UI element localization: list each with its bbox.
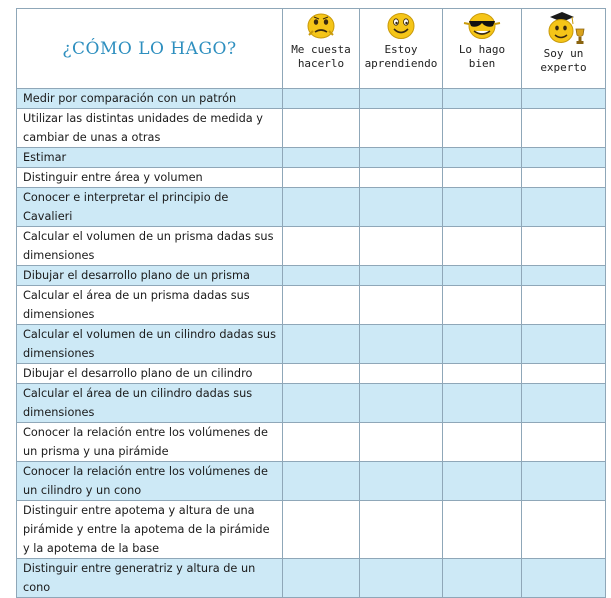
rating-cell-level-4[interactable] [522, 384, 606, 423]
table-row [17, 423, 606, 462]
skill-label: Conocer e interpretar el principio de Cavalieri [17, 188, 283, 227]
rating-cell-level-2[interactable] [360, 325, 443, 364]
rating-cell-level-3[interactable] [443, 462, 522, 501]
rating-cell-level-1[interactable] [283, 227, 360, 266]
sunglasses-face-icon [463, 11, 501, 43]
rating-cell-level-3[interactable] [443, 364, 522, 384]
table-row [17, 168, 606, 188]
table-row [17, 384, 606, 423]
rating-cell-level-2[interactable] [360, 462, 443, 501]
title-cell [17, 9, 283, 89]
rating-cell-level-4[interactable] [522, 266, 606, 286]
level-label-2: Estoy aprendiendo [364, 43, 438, 70]
rating-cell-level-1[interactable] [283, 423, 360, 462]
rating-cell-level-3[interactable] [443, 559, 522, 598]
rating-cell-level-3[interactable] [443, 501, 522, 559]
rating-cell-level-3[interactable] [443, 384, 522, 423]
skill-label: Distinguir entre área y volumen [17, 168, 283, 188]
rating-cell-level-3[interactable] [443, 423, 522, 462]
skill-label: Conocer la relación entre los volúmenes de un prisma y una pirámide [17, 423, 283, 462]
rating-cell-level-2[interactable] [360, 559, 443, 598]
table-row [17, 89, 606, 109]
rating-cell-level-2[interactable] [360, 423, 443, 462]
rating-cell-level-4[interactable] [522, 364, 606, 384]
rating-cell-level-4[interactable] [522, 462, 606, 501]
skill-label: Calcular el volumen de un prisma dadas sus dimensiones [17, 227, 283, 266]
rating-cell-level-1[interactable] [283, 325, 360, 364]
level-label-3: Lo hago bien [458, 43, 506, 70]
rating-cell-level-2[interactable] [360, 148, 443, 168]
rating-cell-level-1[interactable] [283, 364, 360, 384]
rating-cell-level-4[interactable] [522, 423, 606, 462]
rating-cell-level-2[interactable] [360, 384, 443, 423]
rating-cell-level-4[interactable] [522, 109, 606, 148]
rating-cell-level-4[interactable] [522, 227, 606, 266]
table-row [17, 148, 606, 168]
table-row [17, 559, 606, 598]
skill-label: Calcular el área de un prisma dadas sus dimensiones [17, 286, 283, 325]
skill-label: Calcular el área de un cilindro dadas sus dimensiones [17, 384, 283, 423]
rating-cell-level-3[interactable] [443, 168, 522, 188]
skill-label: Conocer la relación entre los volúmenes de un cilindro y un cono [17, 462, 283, 501]
rating-cell-level-1[interactable] [283, 286, 360, 325]
table-row [17, 286, 606, 325]
self-assessment-table [16, 8, 606, 598]
rating-cell-level-4[interactable] [522, 325, 606, 364]
rating-cell-level-2[interactable] [360, 266, 443, 286]
rating-cell-level-3[interactable] [443, 188, 522, 227]
skill-label: Calcular el volumen de un cilindro dadas sus dimensiones [17, 325, 283, 364]
level-label-1: Me cuesta hacerlo [291, 43, 351, 70]
rating-cell-level-3[interactable] [443, 109, 522, 148]
skill-label: Dibujar el desarrollo plano de un cilindro [17, 364, 283, 384]
page-title: ¿CÓMO LO HAGO? [62, 38, 237, 59]
skill-label: Distinguir entre apotema y altura de una pirámide y entre la apotema de la pirámide y la apotema de la base [17, 501, 283, 559]
rating-cell-level-2[interactable] [360, 364, 443, 384]
graduate-face-trophy-icon [542, 11, 586, 47]
rating-cell-level-2[interactable] [360, 89, 443, 109]
rating-cell-level-4[interactable] [522, 148, 606, 168]
rating-cell-level-2[interactable] [360, 501, 443, 559]
rating-cell-level-1[interactable] [283, 501, 360, 559]
level-header-2 [360, 9, 443, 89]
level-header-1 [283, 9, 360, 89]
rating-cell-level-3[interactable] [443, 89, 522, 109]
rating-cell-level-1[interactable] [283, 266, 360, 286]
rating-cell-level-1[interactable] [283, 384, 360, 423]
level-header-4 [522, 9, 606, 89]
rating-cell-level-1[interactable] [283, 188, 360, 227]
rating-cell-level-2[interactable] [360, 188, 443, 227]
skill-label: Estimar [17, 148, 283, 168]
skill-label: Utilizar las distintas unidades de medida y cambiar de unas a otras [17, 109, 283, 148]
level-header-3 [443, 9, 522, 89]
rating-cell-level-2[interactable] [360, 168, 443, 188]
header-row [17, 9, 606, 89]
rating-cell-level-4[interactable] [522, 188, 606, 227]
rating-cell-level-4[interactable] [522, 559, 606, 598]
skill-label: Dibujar el desarrollo plano de un prisma [17, 266, 283, 286]
table-row [17, 501, 606, 559]
table-row [17, 188, 606, 227]
level-label-4: Soy un experto [540, 47, 587, 74]
rating-cell-level-2[interactable] [360, 109, 443, 148]
rating-cell-level-4[interactable] [522, 286, 606, 325]
rating-cell-level-1[interactable] [283, 462, 360, 501]
skill-label: Medir por comparación con un patrón [17, 89, 283, 109]
table-row [17, 325, 606, 364]
table-row [17, 266, 606, 286]
worried-face-icon [304, 11, 338, 43]
rating-cell-level-1[interactable] [283, 148, 360, 168]
rating-cell-level-2[interactable] [360, 286, 443, 325]
rating-cell-level-1[interactable] [283, 89, 360, 109]
rating-cell-level-3[interactable] [443, 148, 522, 168]
rating-cell-level-3[interactable] [443, 286, 522, 325]
rating-cell-level-4[interactable] [522, 501, 606, 559]
skill-label: Distinguir entre generatriz y altura de un cono [17, 559, 283, 598]
table-row [17, 462, 606, 501]
rating-cell-level-4[interactable] [522, 89, 606, 109]
table-row [17, 227, 606, 266]
table-row [17, 364, 606, 384]
rating-cell-level-3[interactable] [443, 266, 522, 286]
rating-cell-level-3[interactable] [443, 325, 522, 364]
rating-cell-level-1[interactable] [283, 109, 360, 148]
smiling-face-icon [384, 11, 418, 43]
table-row [17, 109, 606, 148]
rating-cell-level-2[interactable] [360, 227, 443, 266]
rating-cell-level-1[interactable] [283, 168, 360, 188]
rating-cell-level-4[interactable] [522, 168, 606, 188]
rating-cell-level-3[interactable] [443, 227, 522, 266]
rating-cell-level-1[interactable] [283, 559, 360, 598]
